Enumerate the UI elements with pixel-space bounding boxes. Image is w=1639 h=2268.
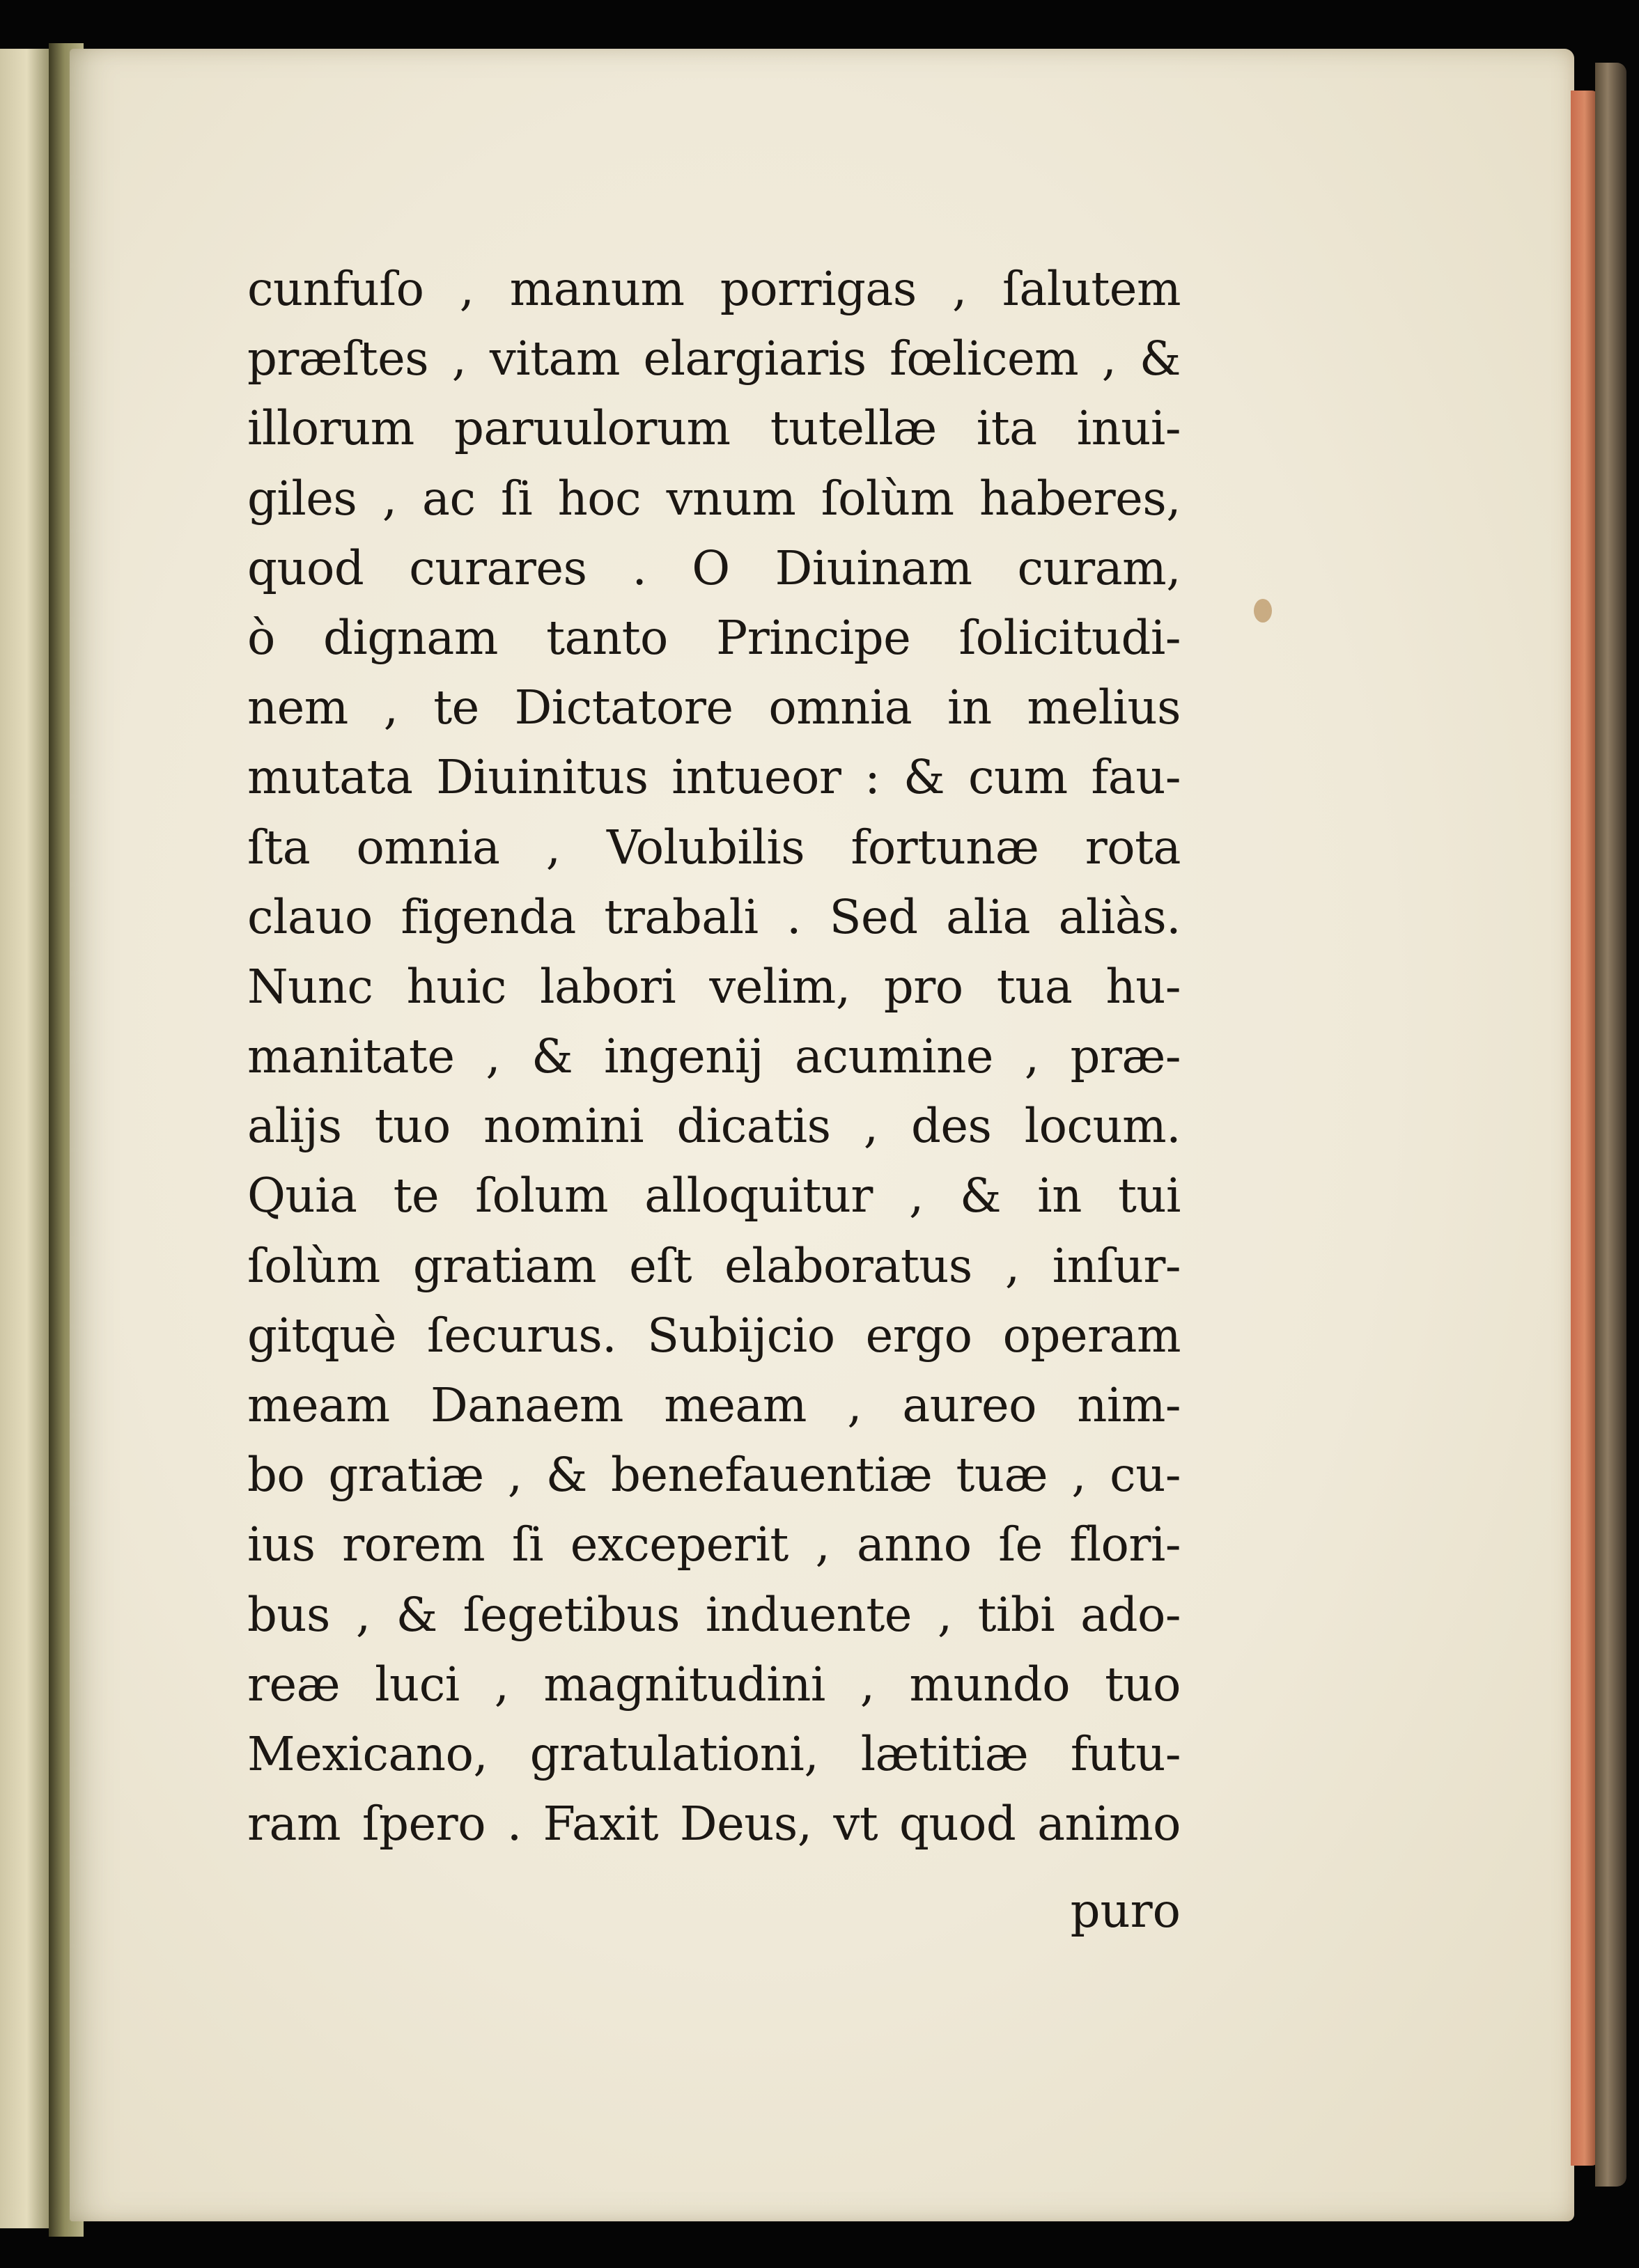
text-line: Nunc huic labori velim, pro tua hu- bbox=[247, 959, 1181, 1014]
text-line: ò dignam tanto Principe ſolicitudi- bbox=[247, 610, 1181, 665]
text-line: alijs tuo nomini dicatis , des locum. bbox=[247, 1099, 1181, 1154]
text-line: giles , ac ſi hoc vnum ſolùm haberes, bbox=[247, 471, 1181, 526]
text-line: illorum paruulorum tutellæ ita inui- bbox=[247, 401, 1181, 456]
text-line: reæ luci , magnitudini , mundo tuo bbox=[247, 1657, 1181, 1712]
text-line: ram ſpero . Faxit Deus, vt quod animo bbox=[247, 1797, 1181, 1852]
text-line: clauo figenda trabali . Sed alia aliàs. bbox=[247, 889, 1181, 944]
body-text bbox=[247, 254, 1181, 1859]
text-line: meam Danaem meam , aureo nim- bbox=[247, 1378, 1181, 1432]
text-line: gitquè ſecurus. Subijcio ergo operam bbox=[247, 1308, 1181, 1363]
text-line: Quia te ſolum alloquitur , & in tui bbox=[247, 1168, 1181, 1223]
text-line: nem , te Dictatore omnia in melius bbox=[247, 680, 1181, 735]
text-line: Mexicano, gratulationi, lætitiæ futu- bbox=[247, 1726, 1181, 1781]
text-line: quod curares . O Diuinam curam, bbox=[247, 540, 1181, 595]
text-line: cunfuſo , manum porrigas , ſalutem bbox=[247, 262, 1181, 316]
text-line: bus , & ſegetibus induente , tibi ado- bbox=[247, 1587, 1181, 1642]
text-line: bo gratiæ , & benefauentiæ tuæ , cu- bbox=[247, 1448, 1181, 1503]
red-fore-edge bbox=[1571, 91, 1599, 2166]
left-page-edge bbox=[0, 49, 49, 2228]
catchword: puro bbox=[1070, 1884, 1181, 1938]
book-cover-edge bbox=[1595, 63, 1626, 2187]
text-line: ſta omnia , Volubilis fortunæ rota bbox=[247, 820, 1181, 875]
text-line: mutata Diuinitus intueor : & cum fau- bbox=[247, 750, 1181, 805]
text-line: ius rorem ſi exceperit , anno ſe flori- bbox=[247, 1517, 1181, 1572]
text-line: præſtes , vitam elargiaris fœlicem , & bbox=[247, 331, 1181, 386]
foxing-stain bbox=[1254, 599, 1272, 623]
text-line: ſolùm gratiam eſt elaboratus , inſur- bbox=[247, 1238, 1181, 1293]
text-line: manitate , & ingenij acumine , præ- bbox=[247, 1029, 1181, 1084]
